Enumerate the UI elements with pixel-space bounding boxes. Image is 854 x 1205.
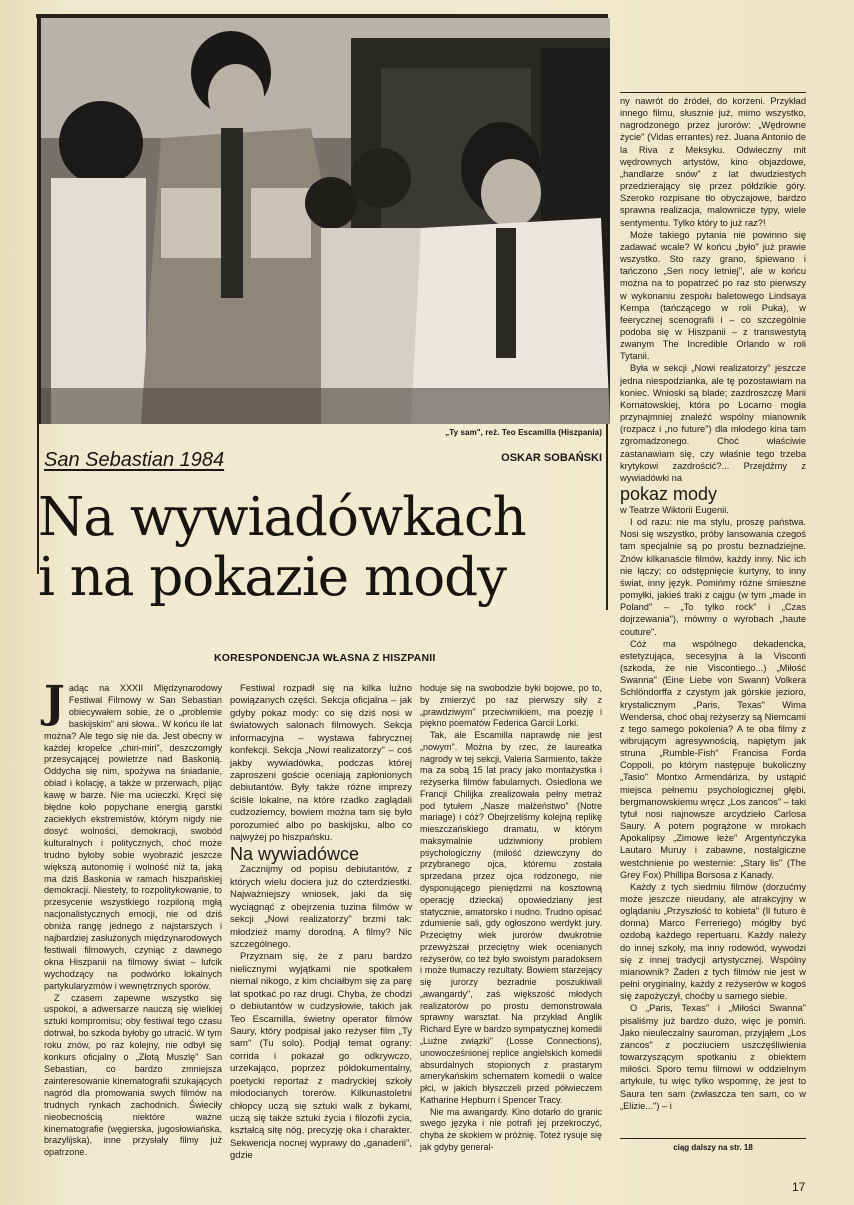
paragraph: O „Paris, Texas" i „Miłości Swanna" pisaliśmy już bardzo dużo, więc je pomiń. Jako nieuleczalny sauroman, przyjąłem „Los zancos" z pocziuciem uszczęśliwienia towarzyszącym spotkaniu z obiektem miłości. Sporo temu filmowi w oddzielnym artykule, tu więc tylko wspomnę, że jest to Saura ten sam (zwłaszcza ten sam, co w „Elizie...") – i bbox=[620, 1003, 806, 1111]
page-number: 17 bbox=[792, 1180, 806, 1194]
section-kicker: San Sebastian 1984 bbox=[44, 449, 225, 471]
subheading: Na wywiadówce bbox=[230, 844, 360, 865]
paragraph: Tak, ale Escamilla naprawdę nie jest „nowym". Można by rzec, że laureatka nagrody w tej sekcji, Valeria Sarmiento, także ma za sobą 15 lat pracy jako montażystka i reżyserka filmów fabularnych. Osiedlona we Francji Chilijka zrealizowała pełny metraż pod tytułem „Nasze małżeństwo" (Notre mariage) i cóż? Obejrzeliśmy kolejną replikę mieszczańskiego dramatu, w którym maksymalnie udziwniony problem psychologiczny (miłość dziewczyny do przybranego ojca, któremu została sprzedana przez ojca rodzonego, nie dysponującego pieniędzmi na kosztowną operację dziecka) opowiedziany jest statycznie, amatorsko i nudno. Trudno opisać zdumienie sali, gdy ogłoszono werdykt jury. Przeciętny wiek jurorów dwukrotnie przewyższał przeciętny wiek ocenianych reżyserów, co też było swoistym paradoksem i może tłumaczy rezultaty. Bowiem starzejący się jurorzy bezradnie poszukiwali „awangardy", zaś większość młodych realizatorów po prostu demonstrowała sprawny warsztat. Na przykład Anglik Richard Eyre w bardzo sympatycznej komedii „Luźne związki" (Losse Connections), unowocześnionej replice angielskich komedii absurdalnych stopionych z prastarym amerykańskim schematem komedii o walce płci, w jakich błyszczeli przed półwieczem Katharine Hepburn i Spencer Tracy. bbox=[420, 730, 602, 1105]
photo-caption: „Ty sam", reż. Teo Escamilla (Hiszpania) bbox=[445, 428, 602, 437]
paragraph: Nie ma awangardy. Kino dotarło do granic swego języka i nie potrafi jej przekroczyć, chyba że skokiem w próżnię. Toteż rysuje się jak gdyby general- bbox=[420, 1106, 602, 1152]
film-still-photo bbox=[37, 18, 610, 424]
paragraph: w Teatrze Wiktorii Eugenii. bbox=[620, 505, 729, 515]
paragraph-text: adąc na XXXII Międzynarodowy Festiwal Filmowy w San Sebastian obiecywałem sobie, że o „problemie baskijskim" ani słowa.. W końcu ile lat można? Ale tego się nie da. Jest obecny w każdej kropelce „chiri-miri", deszczomgły przesycającej powietrze nad Baskonią. Oddycha się nim, spożywa na śniadanie, obiad i kolację, a także w przerwach, pijąc kawę w barze. Nie ma ucieczki. Kręci się błędne koło popychane energią garstki zaciekłych ekstremistów, którym nigdy nie dosyć wolności, demokracji, swobód kulturalnych i politycznych, choć może trudno byłoby sobie wyobrazić jeszcze większą autonomię i wolność niż ta, jaką ma dziś Baskonia w ramach hiszpańskiej demokracji. Niestety, to rozpolitykowanie, to przesycenie wszystkiego rozpiloną mgłą nacjonalistycznych emocji, nie od dziś obniża rangę jednego z najstarszych i najbardziej zasłużonych międzynarodowych festiwali filmowych, czyniąc z dawnego okna Hiszpanii na filmowy świat – lufcik wychodzący na podwórko lokalnych partykularyzmów i wewnętrznych sporów. bbox=[44, 683, 222, 991]
paragraph: Każdy z tych siedmiu filmów (dorzućmy może jeszcze nieudany, ale atrakcyjny w oglądaniu „Przyszłość to kobieta" (Il futuro è donna) Marco Ferreriego) mógłby być ozdobą każdego repertuaru. Każdy należy do innej szkoły, ma inny rodowód, wywodzi się z innej tradycji artystycznej. Wspólny mianownik? Żaden z tych filmów nie jest w pełni oryginalny, każdy z reżyserów w kogoś się zapożyczył, choćby u samego siebie. bbox=[620, 881, 806, 1002]
article-column-1 bbox=[44, 677, 222, 1159]
headline-line-2: i na pokazie mody bbox=[38, 547, 507, 608]
headline-line-1: Na wywiadówkach bbox=[38, 487, 526, 548]
continued-note: ciąg dalszy na str. 18 bbox=[673, 1143, 753, 1152]
article-column-2 bbox=[230, 683, 412, 1163]
paragraph: Cóż ma wspólnego dekadencka, estetyzująca, secesyjna à la Visconti (szkoda, że nie Viscontiego...) „Miłość Swanna" (Eine Liebe von Swann) Volkera Schlöndorffa z czystym jak górskie jezioro, krystalicznym „Paris, Texas" Wima Wendersa, choć obaj reżyserzy są Niemcami z tego samego pokolenia? A te oba filmy z wibrującym agresywnością, napiętym jak struna „Rumble-Fish" Francisa Forda Coppoli, po którym następuje bukoliczny „Tasio" Montxo Armendáriza, by ustąpić miejsca pełnemu psychologicznej głębi, bergmanowskiemu wręcz „Los zancos" – taki tytuł nosi najnowsze arcydzieło Carlosa Saury. A potem pogrążone w mrokach Apokalipsy „Zimowe leże" Argentyńczyka Lautaro Muruy i zabawne, nostalgiczne westchnienie po westernie: „Stary lis" (The Grey Fox) Phillipa Borsosa z Kanady. bbox=[620, 638, 806, 880]
paragraph: Przyznam się, że z paru bardzo nielicznymi wyjątkami nie spotkałem niemal nikogo, z kim chciałbym się za parę lat spotkać po raz drugi. Chyba, że chodzi o debiutantów w cudzysłowie, takich jak Teo Escamilla, świetny operator filmów Saury, który podpisał jako reżyser film „Ty sam" (Tu solo). Podjął temat ograny: corrida i pokazał go odkrywczo, urzekająco, poprzez półdokumentalny, poetycki reportaż z madryckiej szkoły młodocianych torerów. Kilkunastoletni chłopcy uczą się sztuki walk z bykami, uczą się także sztuki życia i filozofii życia, kształcą sitę nóg, precyzję oka i charakter. Sekwencja nocnej wyprawy do „ganaderii", gdzie bbox=[230, 951, 412, 1162]
paragraph: Festiwal rozpadł się na kilka luźno powiązanych części. Sekcja oficjalna – jak gdyby pokaz mody: co się dziś nosi w światowych salonach filmowych. Sekcja informacyjna – wystawa fabrycznej konfekcji. Sekcja „Nowi realizatorzy" – coś jakby wywiadówka, podczas której zaproszeni goście oceniają zapłonionych debiutantów. Były także różne imprezy ściśle lokalne, na które rzadko zaglądali cudzoziemcy, bowiem można tam się było porozumieć albo po baskijsku, albo co najwyżej po hiszpańsku. bbox=[230, 683, 412, 844]
subheading: pokaz mody bbox=[620, 484, 718, 504]
paragraph: ny nawrót do źródeł, do korzeni. Przykład innego filmu, słusznie już, mimo wszystko, nagrodzonego przez jurorów: „Wędrowne życie" (Vidas errantes) reż. Juana Antonio de la Riva z Meksyku. Odwieczny mit wędrownych artystów, kino objazdowe, „handlarze snów" z lat dwudziestych przedzierający się przez półdzikie góry. Szeroko rozpisane tło obyczajowe, bardzo sprawna realizacja, malownicze typy, wiele sentymentu. Tylko który to już raz?! bbox=[620, 96, 806, 228]
author-name: OSKAR SOBAŃSKI bbox=[501, 452, 602, 464]
continued-rule bbox=[620, 1138, 806, 1139]
dateline: KORESPONDENCJA WŁASNA Z HISZPANII bbox=[214, 652, 436, 664]
paragraph: hoduje się na swobodzie byki bojowe, po to, by zmierzyć po raz pierwszy siły z „prawdziwym" przeciwnikiem, ma poezję i piękno poematów Federica Garcii Lorki. bbox=[420, 683, 602, 729]
drop-cap: J bbox=[44, 677, 65, 728]
paragraph: Zacznijmy od popisu debiutantów, z których wielu dociera już do czterdziestki. Najważniejszy wniosek, jaki da się wyciągnąć z obejrzenia tuzina filmów w sekcji „Nowi realizatorzy" brzmi tak: młodzież mamy dorodną. A filmy? Nic szczególnego. bbox=[230, 864, 412, 951]
paragraph: Może takiego pytania nie powinno się zadawać wcale? W końcu „było" już prawie wszystko. Sto razy grano, śpiewano i tańczono „Sen nocy letniej", ale w końcu można na to popatrzeć po raz sto pierwszy w wykonaniu zespołu baletowego Lindsaya Kempa (tańczącego w roli Puka), w feerycznej scenografii i – co szczególnie podoba się w Hiszpanii – z transwestytą zwanym The Incredible Orlando w roli Tytanii. bbox=[620, 229, 806, 362]
paragraph: Z czasem zapewne wszystko się uspokoi, a adwersarze nauczą się wielkiej sztuki kompromisu; oby festiwal tego czasu dotrwał, bo szkoda byłoby go utracić. W tym roku znów, po raz kolejny, nie odbył się konkurs oficjalny o „Złotą Muszlę" San Sebastian, co bardzo zmniejsza zainteresowanie kinematografii szukających nagród dla promowania swych filmów na trudnych rynkach zachodnich. Świeciły nieobecnością niektóre ważne kinematografie (węgierska, jugosłowiańska, brazylijska), inne przysłały filmy już opatrzone. bbox=[44, 992, 222, 1158]
column-4-top-rule bbox=[620, 92, 806, 93]
headline bbox=[38, 488, 610, 608]
paragraph: I od razu: nie ma stylu, proszę państwa. Nosi się wszystko, próby lansowania czegoś tam specjalnie są po prostu beznadziejne. Znów kilkanaście filmów, każdy inny. Nic ich nie łączy; co odstępnięcie kurtyny, to inny świat, inny język. Pomińmy różne śmieszne pomyłki, jakieś traki z cajgu (w tym „made in Poland" – „To tylko rock" i „Czas dojrzewania"), mówmy o wyrobach „haute couture". bbox=[620, 517, 806, 637]
paragraph bbox=[44, 677, 222, 993]
paragraph: Była w sekcji „Nowi realizatorzy" jeszcze jedna niespodzianka, ale tę pozostawiam na koniec. Wnioski są blade; zazdroszczę Marii Kornatowskiej, która po Locarno mogła przynajmniej znaleźć wspólny mianownik (rozpacz i „no future") dla młodego kina tam zgromadzonego. Choć właściwie zastanawiam się, czy właśnie tego trzeba krytykowi zazdrościć?... Przejdźmy z wywiadówki na bbox=[620, 363, 806, 483]
article-column-4 bbox=[620, 95, 806, 1112]
photo-illustration bbox=[41, 18, 610, 424]
article-column-3 bbox=[420, 683, 602, 1154]
